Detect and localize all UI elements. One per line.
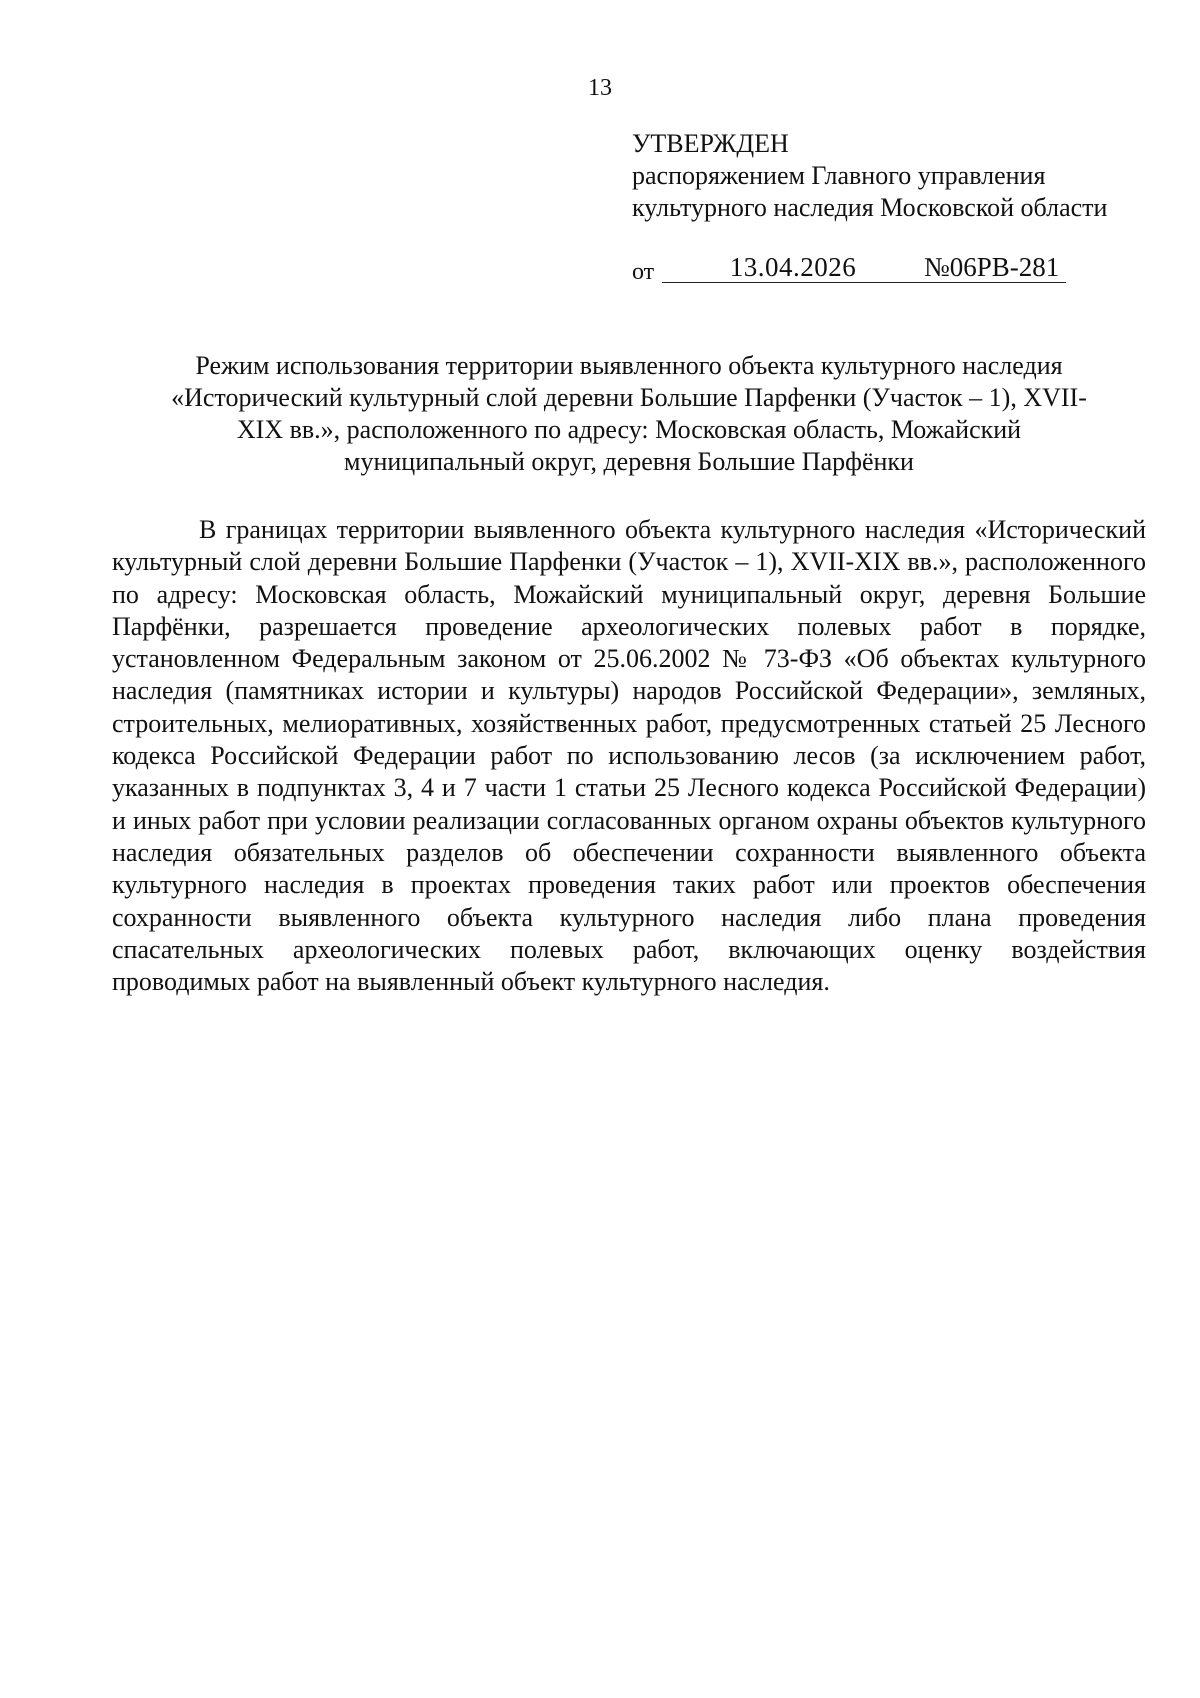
approval-stamp	[632, 128, 1152, 224]
title-line-2: «Исторический культурный слой деревни Большие Парфенки (Участок – 1), XVII-	[171, 383, 1087, 412]
approval-heading: УТВЕРЖДЕН	[632, 129, 789, 158]
title-line-4: муниципальный округ, деревня Большие Парфёнки	[344, 447, 914, 476]
date-prefix: от	[632, 259, 655, 285]
page-number: 13	[588, 75, 612, 101]
approval-number: №06РВ-281	[924, 252, 1066, 283]
title-line-3: XIX вв.», расположенного по адресу: Московская область, Можайский	[236, 415, 1022, 444]
document-title	[112, 350, 1146, 478]
title-line-1: Режим использования территории выявленного объекта культурного наследия	[195, 351, 1063, 380]
approval-line-2: культурного наследия Московской области	[632, 193, 1108, 222]
body-paragraph: В границах территории выявленного объекта культурного наследия «Исторический культурный слой деревни Большие Парфенки (Участок – 1), XVII-XIX вв.», расположенного по адресу: Московская область, Можайский муниципальный округ, деревня Большие Парфёнки, разрешается проведение археологических полевых работ в порядке, установленном Федеральным законом от 25.06.2002 № 73-ФЗ «Об объектах культурного наследия (памятниках истории и культуры) народов Российской Федерации», земляных, строительных, мелиоративных, хозяйственных работ, предусмотренных статьей 25 Лесного кодекса Российской Федерации работ по использованию лесов (за исключением работ, указанных в подпунктах 3, 4 и 7 части 1 статьи 25 Лесного кодекса Российской Федерации) и иных работ при условии реализации согласованных органом охраны объектов культурного наследия обязательных разделов об обеспечении сохранности выявленного объекта культурного наследия в проектах проведения таких работ или проектов обеспечения сохранности выявленного объекта культурного наследия либо плана проведения спасательных археологических полевых работ, включающих оценку воздействия проводимых работ на выявленный объект культурного наследия.	[112, 515, 1146, 997]
approval-line-1: распоряжением Главного управления	[632, 161, 1046, 190]
approval-date-row	[632, 252, 1072, 288]
approval-date: 13.04.2026	[662, 252, 924, 283]
